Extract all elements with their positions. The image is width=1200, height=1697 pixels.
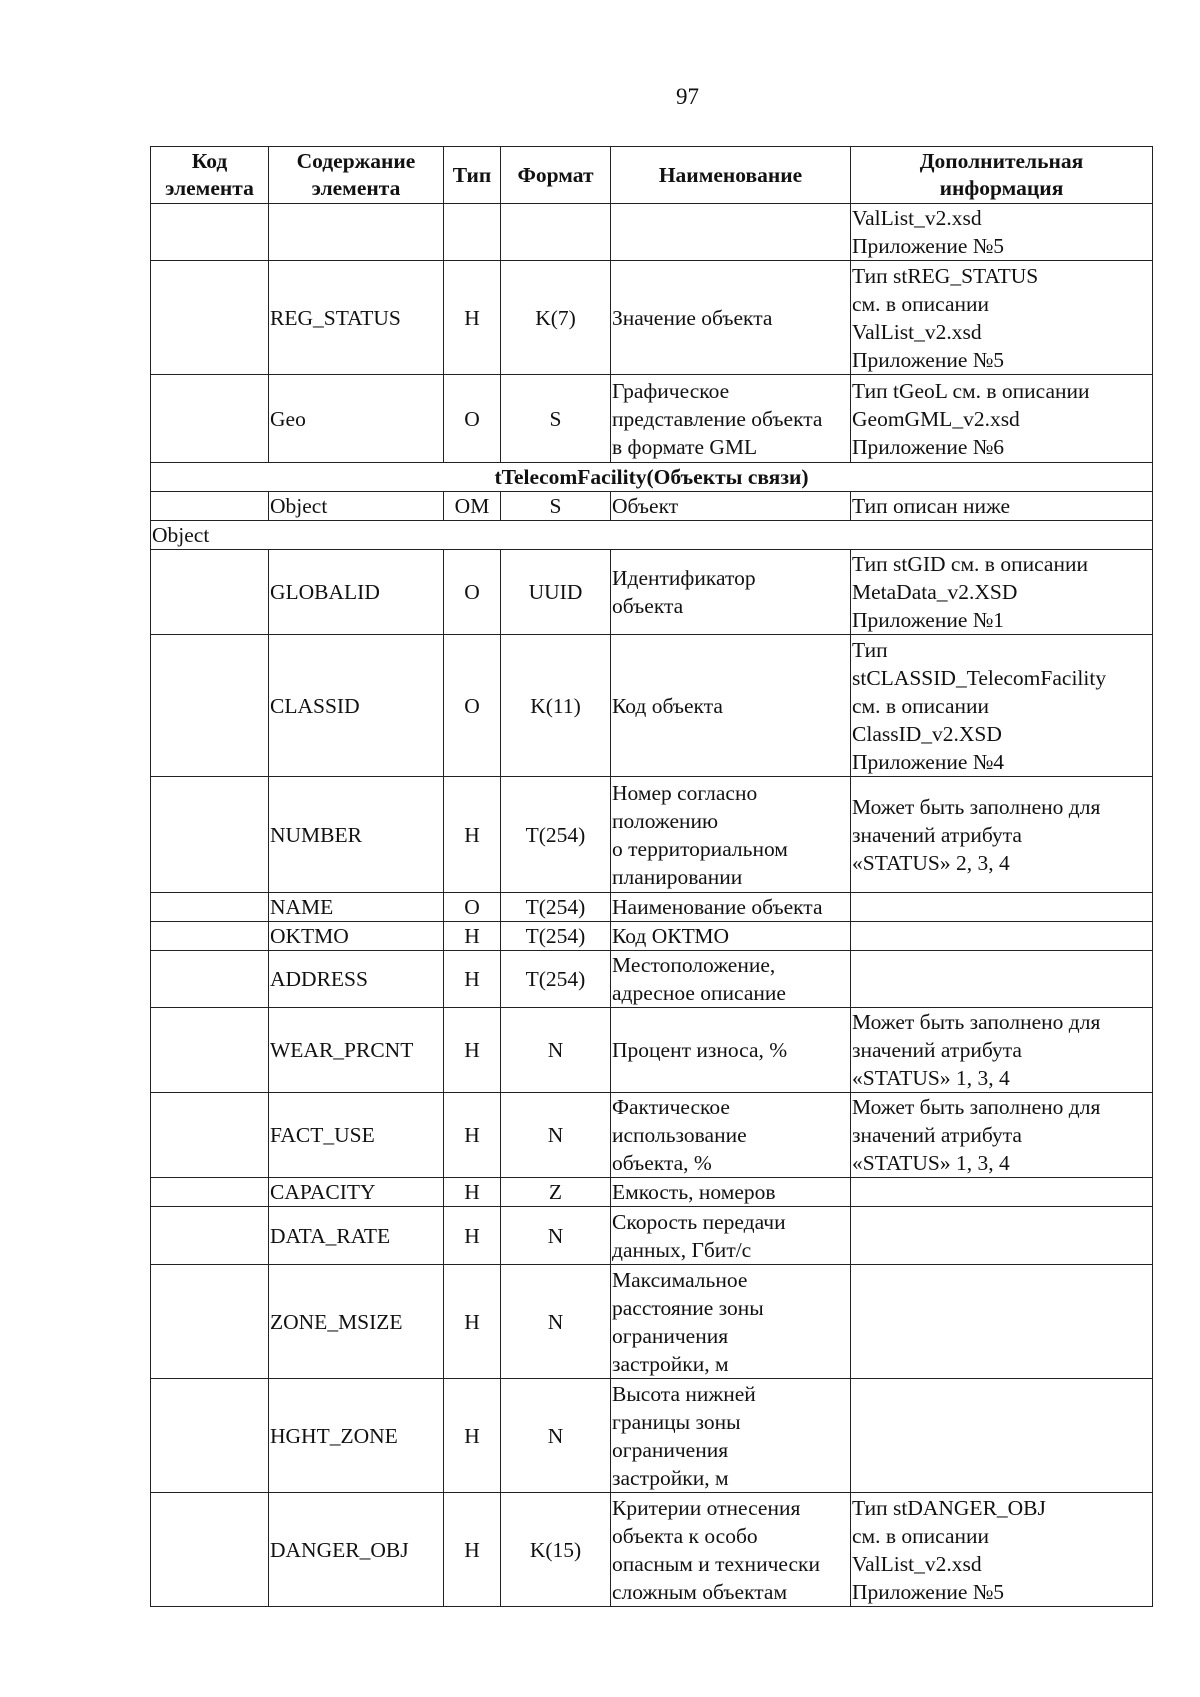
cell-content: HGHT_ZONE <box>269 1379 444 1493</box>
header-name: Наименование <box>611 147 851 204</box>
cell-code <box>151 1207 269 1265</box>
section-row <box>151 463 1153 492</box>
cell-type: Н <box>444 1207 501 1265</box>
cell-format: N <box>501 1379 611 1493</box>
cell-name: Процент износа, % <box>611 1008 851 1093</box>
table-body-top <box>151 204 1153 463</box>
cell-type <box>444 204 501 261</box>
cell-content: CLASSID <box>269 635 444 777</box>
cell-format: T(254) <box>501 951 611 1008</box>
cell-type: О <box>444 550 501 635</box>
cell-name <box>611 204 851 261</box>
cell-format: K(11) <box>501 635 611 777</box>
cell-type: ОМ <box>444 492 501 521</box>
cell-info: Тип описан ниже <box>851 492 1153 521</box>
cell-content: OKTMO <box>269 922 444 951</box>
cell-content: DANGER_OBJ <box>269 1493 444 1607</box>
table-body-section <box>151 463 1153 550</box>
cell-format: T(254) <box>501 777 611 893</box>
cell-code <box>151 777 269 893</box>
cell-content: CAPACITY <box>269 1178 444 1207</box>
cell-info: Может быть заполнено для значений атрибута «STATUS» 1, 3, 4 <box>851 1008 1153 1093</box>
table-row <box>151 635 1153 777</box>
cell-format: N <box>501 1093 611 1178</box>
cell-format: N <box>501 1207 611 1265</box>
header-code: Код элемента <box>151 147 269 204</box>
cell-code <box>151 951 269 1008</box>
cell-info <box>851 1178 1153 1207</box>
header-info: Дополнительная информация <box>851 147 1153 204</box>
cell-code <box>151 1265 269 1379</box>
page-number: 97 <box>676 84 699 109</box>
cell-info <box>851 922 1153 951</box>
cell-code <box>151 635 269 777</box>
cell-content: NUMBER <box>269 777 444 893</box>
cell-type: Н <box>444 1008 501 1093</box>
cell-info <box>851 1265 1153 1379</box>
cell-info: Тип tGeoL см. в описании GeomGML_v2.xsd Приложение №6 <box>851 375 1153 463</box>
cell-format: S <box>501 492 611 521</box>
cell-name: Объект <box>611 492 851 521</box>
object-label: Object <box>151 521 1153 550</box>
cell-name: Местоположение, адресное описание <box>611 951 851 1008</box>
table-row <box>151 375 1153 463</box>
cell-format: K(7) <box>501 261 611 375</box>
table-row <box>151 777 1153 893</box>
cell-name: Емкость, номеров <box>611 1178 851 1207</box>
cell-content: ADDRESS <box>269 951 444 1008</box>
cell-content: REG_STATUS <box>269 261 444 375</box>
cell-name: Фактическое использование объекта, % <box>611 1093 851 1178</box>
cell-info <box>851 1379 1153 1493</box>
cell-info: Тип stDANGER_OBJ см. в описании ValList_v2.xsd Приложение №5 <box>851 1493 1153 1607</box>
cell-info: Тип stGID см. в описании MetaData_v2.XSD Приложение №1 <box>851 550 1153 635</box>
header-type: Тип <box>444 147 501 204</box>
cell-content: WEAR_PRCNT <box>269 1008 444 1093</box>
cell-format <box>501 204 611 261</box>
cell-code <box>151 893 269 922</box>
cell-type: Н <box>444 922 501 951</box>
cell-type: Н <box>444 261 501 375</box>
table-row <box>151 550 1153 635</box>
cell-content: ZONE_MSIZE <box>269 1265 444 1379</box>
cell-info <box>851 1207 1153 1265</box>
header-content: Содержание элемента <box>269 147 444 204</box>
table-row <box>151 1178 1153 1207</box>
cell-content: FACT_USE <box>269 1093 444 1178</box>
cell-name: Идентификатор объекта <box>611 550 851 635</box>
cell-format: S <box>501 375 611 463</box>
cell-info: Тип stREG_STATUS см. в описании ValList_v2.xsd Приложение №5 <box>851 261 1153 375</box>
cell-type: Н <box>444 777 501 893</box>
cell-code <box>151 375 269 463</box>
cell-name: Номер согласно положению о территориальном планировании <box>611 777 851 893</box>
cell-code <box>151 1008 269 1093</box>
table-row <box>151 261 1153 375</box>
cell-format: K(15) <box>501 1493 611 1607</box>
cell-code <box>151 1379 269 1493</box>
cell-info <box>851 951 1153 1008</box>
table-row <box>151 1265 1153 1379</box>
cell-code <box>151 1093 269 1178</box>
cell-type: Н <box>444 1178 501 1207</box>
cell-content: DATA_RATE <box>269 1207 444 1265</box>
table-row <box>151 204 1153 261</box>
cell-type: О <box>444 893 501 922</box>
table-row <box>151 922 1153 951</box>
cell-type: О <box>444 375 501 463</box>
cell-info: ValList_v2.xsd Приложение №5 <box>851 204 1153 261</box>
cell-code <box>151 204 269 261</box>
cell-format: UUID <box>501 550 611 635</box>
cell-code <box>151 550 269 635</box>
cell-type: Н <box>444 1265 501 1379</box>
table-row <box>151 1008 1153 1093</box>
elements-table <box>150 146 1153 1607</box>
cell-content: Object <box>269 492 444 521</box>
cell-format: T(254) <box>501 893 611 922</box>
cell-content: GLOBALID <box>269 550 444 635</box>
cell-code <box>151 261 269 375</box>
cell-name: Графическое представление объекта в формате GML <box>611 375 851 463</box>
cell-info: Может быть заполнено для значений атрибута «STATUS» 2, 3, 4 <box>851 777 1153 893</box>
cell-format: T(254) <box>501 922 611 951</box>
table-row <box>151 893 1153 922</box>
cell-info: Тип stCLASSID_TelecomFacility см. в описании ClassID_v2.XSD Приложение №4 <box>851 635 1153 777</box>
cell-format: N <box>501 1008 611 1093</box>
cell-name: Критерии отнесения объекта к особо опасным и технически сложным объектам <box>611 1493 851 1607</box>
cell-code <box>151 922 269 951</box>
table-body-bottom <box>151 550 1153 1607</box>
table-row <box>151 1493 1153 1607</box>
cell-name: Значение объекта <box>611 261 851 375</box>
table-row <box>151 1207 1153 1265</box>
table-row <box>151 951 1153 1008</box>
table-row <box>151 1379 1153 1493</box>
header-format: Формат <box>501 147 611 204</box>
cell-name: Код ОКТМО <box>611 922 851 951</box>
section-title: tTelecomFacility(Объекты связи) <box>151 463 1153 492</box>
cell-code <box>151 1493 269 1607</box>
cell-name: Максимальное расстояние зоны ограничения застройки, м <box>611 1265 851 1379</box>
table-header-row <box>151 147 1153 204</box>
table-row <box>151 1093 1153 1178</box>
cell-content <box>269 204 444 261</box>
cell-type: Н <box>444 951 501 1008</box>
cell-type: Н <box>444 1093 501 1178</box>
cell-name: Высота нижней границы зоны ограничения застройки, м <box>611 1379 851 1493</box>
cell-type: О <box>444 635 501 777</box>
cell-info: Может быть заполнено для значений атрибута «STATUS» 1, 3, 4 <box>851 1093 1153 1178</box>
object-label-row <box>151 521 1153 550</box>
cell-type: Н <box>444 1493 501 1607</box>
cell-format: Z <box>501 1178 611 1207</box>
cell-code <box>151 492 269 521</box>
cell-content: NAME <box>269 893 444 922</box>
cell-info <box>851 893 1153 922</box>
cell-name: Наименование объекта <box>611 893 851 922</box>
cell-content: Geo <box>269 375 444 463</box>
cell-format: N <box>501 1265 611 1379</box>
table-row <box>151 492 1153 521</box>
cell-name: Код объекта <box>611 635 851 777</box>
cell-code <box>151 1178 269 1207</box>
cell-type: Н <box>444 1379 501 1493</box>
cell-name: Скорость передачи данных, Гбит/с <box>611 1207 851 1265</box>
